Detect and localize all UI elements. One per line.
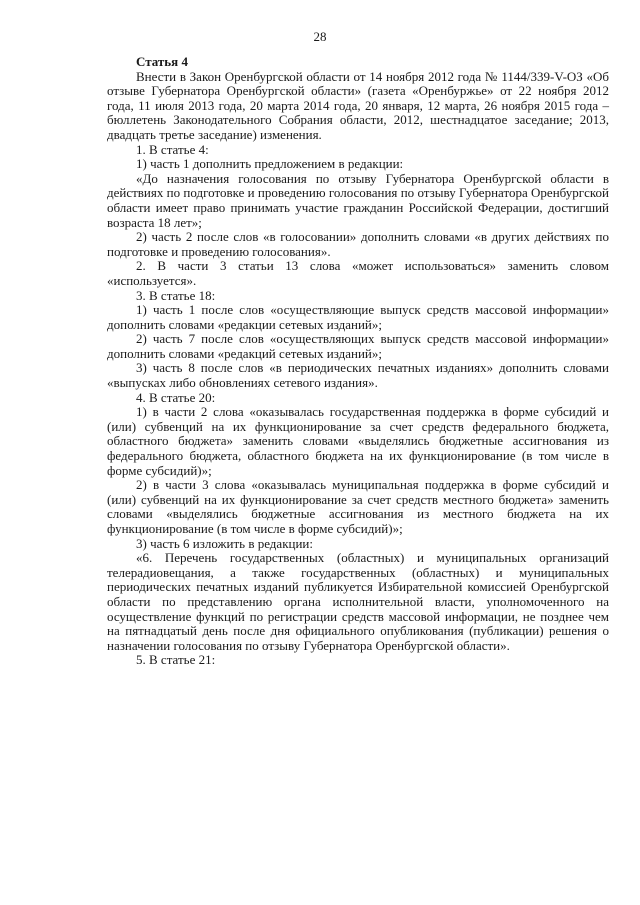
paragraph-quote: «До назначения голосования по отзыву Губернатора Оренбургской области в действиях по подготовке и проведению голосования по отзыву Губернатора Оренбургской области имеет право принимать участие гражданин Российской Федерации, достигший возраста 18 лет»;	[107, 170, 609, 230]
page-number: 28	[313, 29, 327, 44]
document-body	[107, 55, 609, 668]
paragraph-item: 1. В статье 4:	[136, 141, 209, 157]
paragraph-item: 3) часть 8 после слов «в периодических печатных изданиях» дополнить словами «выпусках либо обновлениях сетевого издания».	[107, 360, 609, 391]
article-heading: Статья 4	[136, 54, 188, 69]
paragraph-item: 2. В части 3 статьи 13 слова «может использоваться» заменить словом «используется».	[107, 258, 609, 288]
paragraph-item: 2) в части 3 слова «оказывалась муниципальная поддержка в форме субсидий и (или) субвенций на их функционирование за счет средств местного бюджета» заменить словами «выделялись бюджетные ассигнования из местного бюджета на их функционирование (в том числе в форме субсидий)»;	[107, 477, 609, 536]
paragraph-item: 1) в части 2 слова «оказывалась государственная поддержка в форме субсидий и (или) субвенций на их функционирование за счет средств федерального бюджета, областного бюджета» заменить словами «выделялись бюджетные ассигнования из федерального бюджета, областного бюджета на их функционирование (в том числе в форме субсидий)»;	[107, 404, 609, 478]
paragraph-item: 2) часть 7 после слов «осуществляющих выпуск средств массовой информации» дополнить словами «редакций сетевых изданий»;	[107, 331, 609, 361]
paragraph-item: 2) часть 2 после слов «в голосовании» дополнить словами «в других действиях по подготовке и проведению голосования».	[107, 229, 609, 259]
paragraph-item: 3) часть 6 изложить в редакции:	[136, 535, 313, 551]
paragraph-item: 4. В статье 20:	[136, 389, 216, 405]
paragraph-intro: Внести в Закон Оренбургской области от 14 ноября 2012 года № 1144/339-V-ОЗ «Об отзыве Губернатора Оренбургской области» (газета «Оренбуржье» от 22 ноября 2012 года, 11 июля 2013 года, 20 марта 2014 года, 20 января, 12 марта, 26 ноября 2015 года – бюллетень Законодательного Собрания области, 2012, шестнадцатое заседание; 2013, двадцать третье заседание) изменения.	[107, 68, 609, 142]
paragraph-item: 1) часть 1 после слов «осуществляющие выпуск средств массовой информации» дополнить словами «редакции сетевых изданий»;	[107, 302, 609, 332]
paragraph-item: 1) часть 1 дополнить предложением в редакции:	[136, 156, 404, 172]
paragraph-quote: «6. Перечень государственных (областных) и муниципальных организаций телерадиовещания, а также государственных (областных) и муниципальных периодических печатных изданий публикуется Избирательной комиссией Оренбургской области по представлению органа исполнительной власти, уполномоченного на осуществление функций по регистрации средств массовой информации, не позднее чем на пятнадцатый день после дня официального опубликования (публикации) решения о назначении голосования по отзыву Губернатора Оренбургской области».	[107, 550, 609, 653]
paragraph-item: 5. В статье 21:	[136, 652, 216, 668]
paragraph-item: 3. В статье 18:	[136, 287, 216, 303]
